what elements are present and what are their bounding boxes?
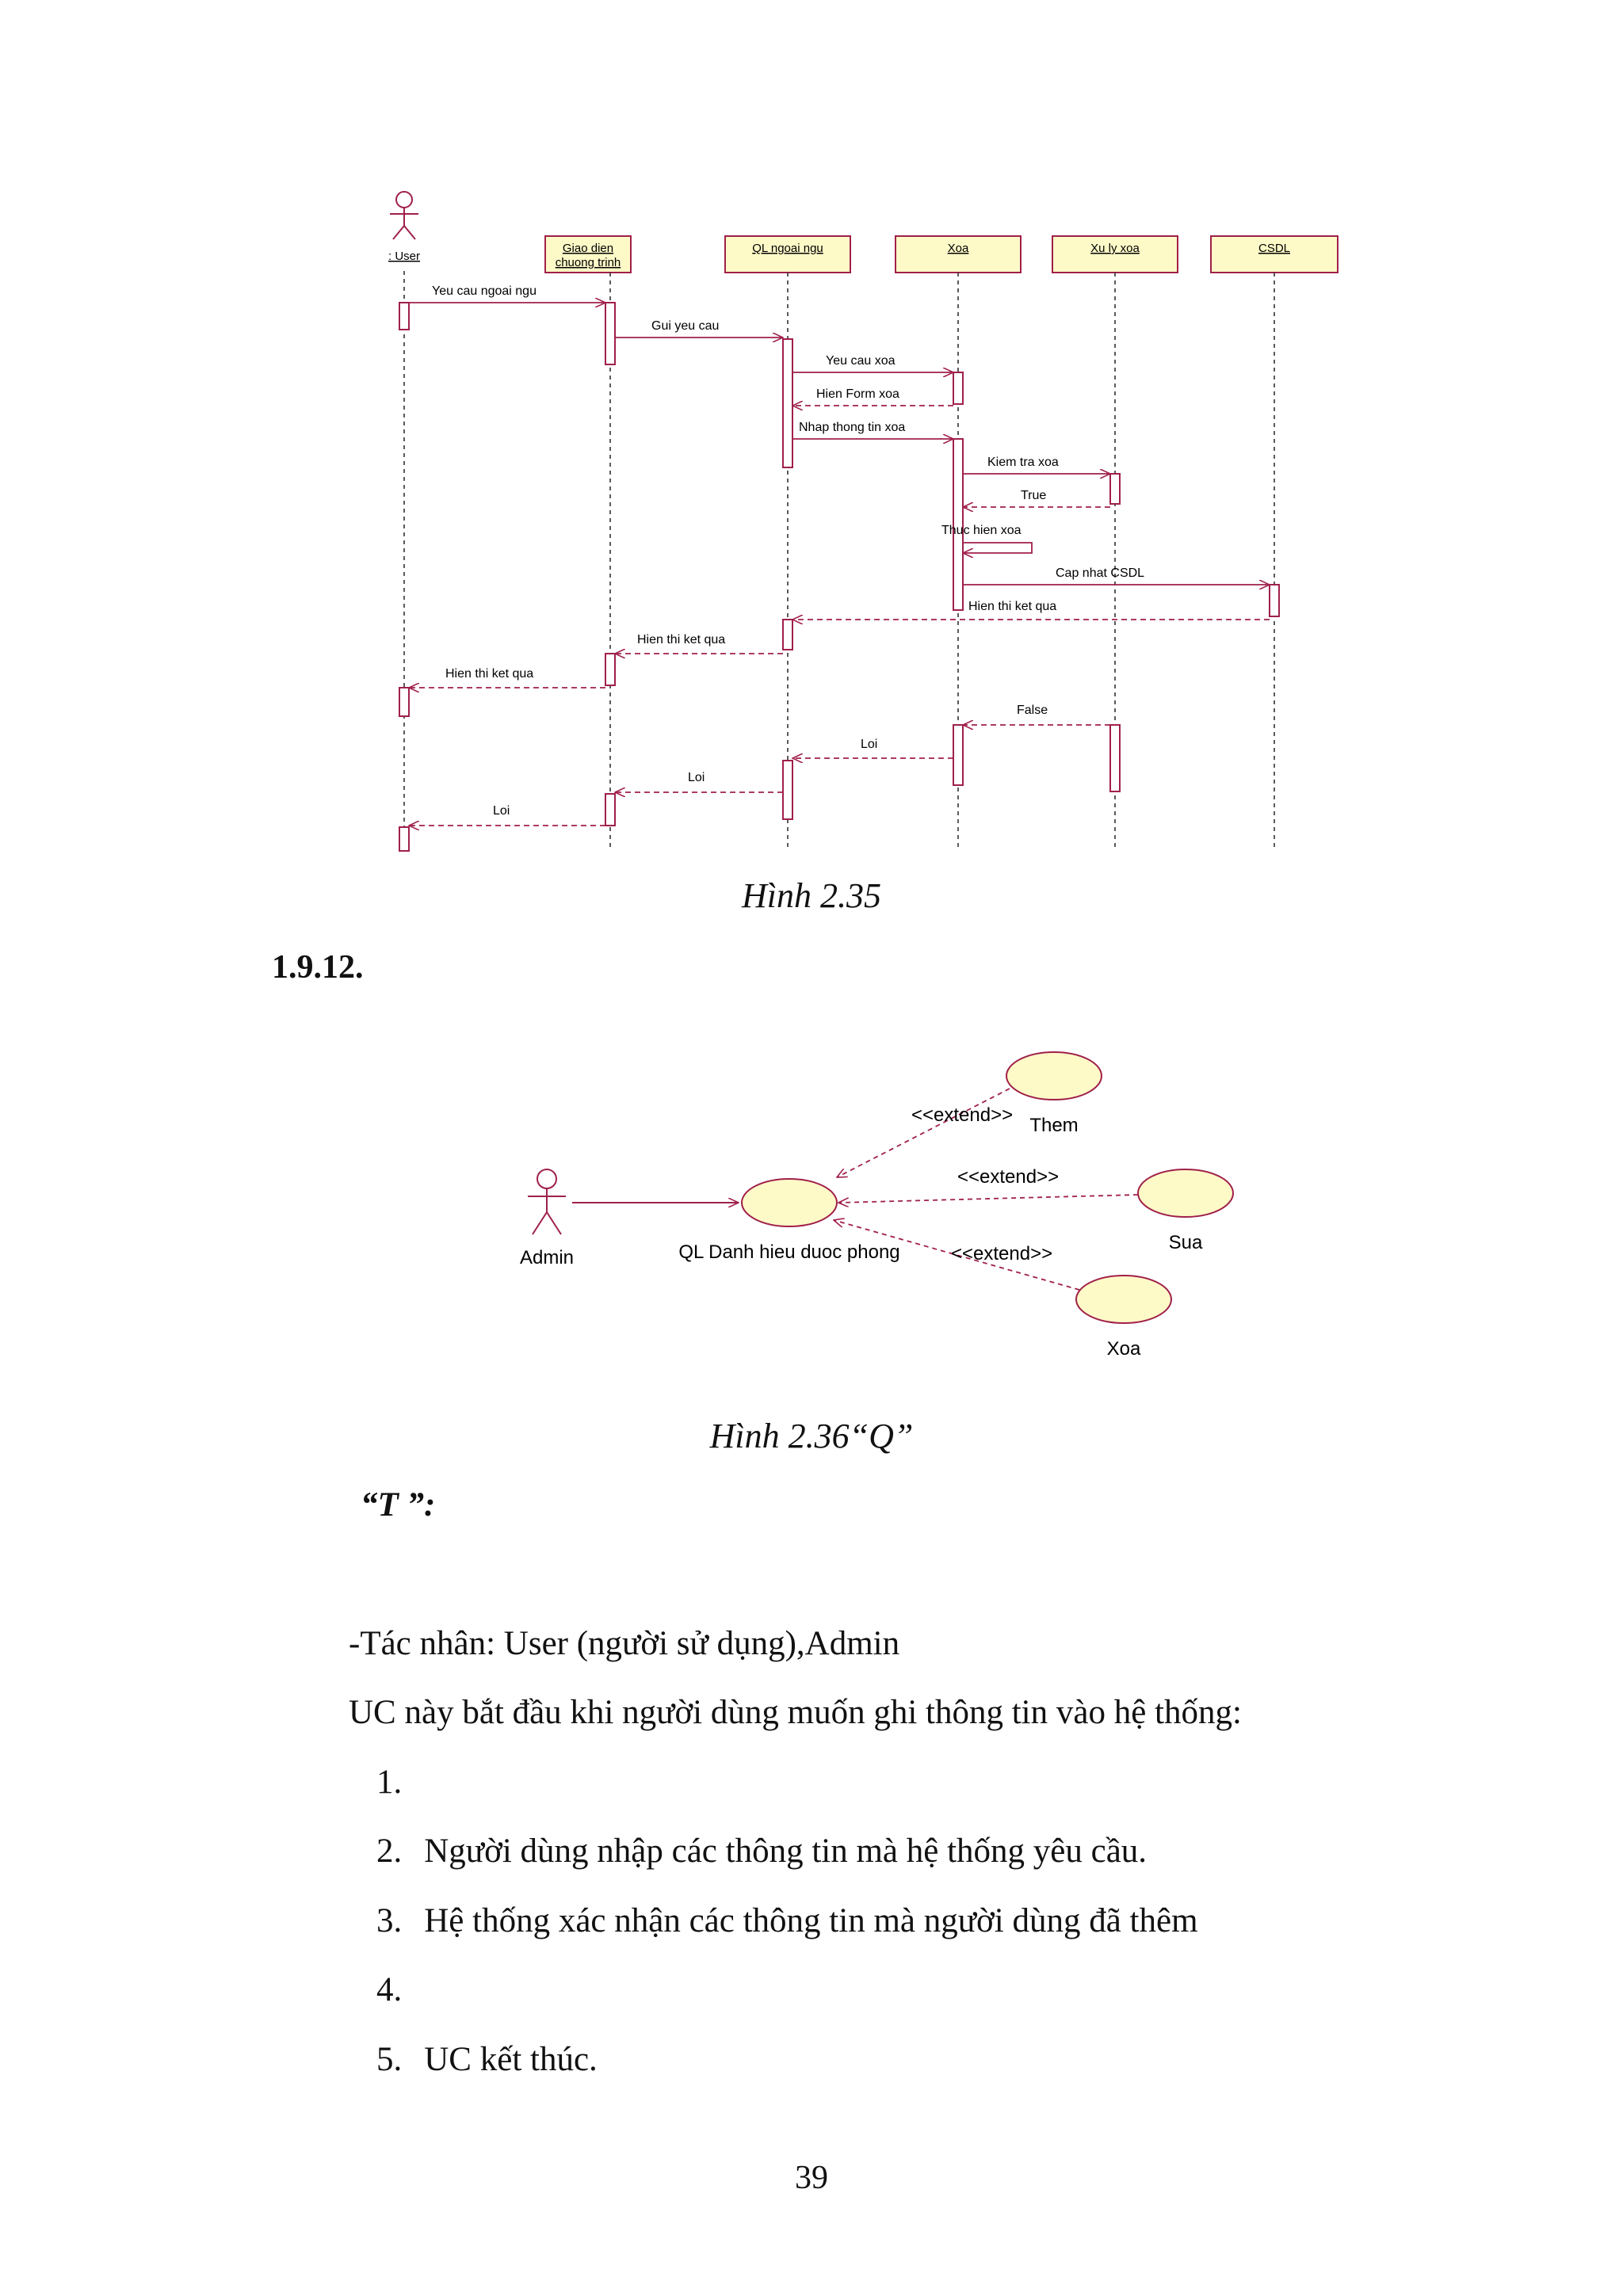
extend-label: <<extend>> — [951, 1243, 1053, 1264]
section-heading: 1.9.12. — [272, 949, 364, 986]
lifeline-label-xoa: Xoa — [947, 242, 969, 255]
lifeline-label-user: : User — [388, 250, 421, 263]
activation-bar — [605, 654, 615, 685]
activation-bar — [605, 303, 615, 364]
list-item — [376, 1970, 421, 2009]
list-text: Hệ thống xác nhận các thông tin mà người dùng đã thêm — [424, 1902, 1198, 1939]
message-label: Cap nhat CSDL — [1056, 566, 1145, 580]
extend-arrow — [837, 1089, 1010, 1177]
activation-bar — [783, 620, 792, 650]
usecase-them — [1006, 1052, 1102, 1100]
figure-caption-2-35: Hình 2.35 — [742, 876, 881, 915]
activation-bar — [1110, 725, 1120, 791]
message-label: Hien Form xoa — [816, 387, 899, 401]
actor-label-admin: Admin — [519, 1247, 575, 1268]
message-label: Loi — [861, 738, 878, 751]
lifeline-label-giao-dien-2: chuong trinh — [555, 256, 621, 269]
message-label: Yeu cau xoa — [826, 354, 896, 368]
usecase-sua — [1138, 1169, 1233, 1217]
subheading: “T ”: — [361, 1486, 436, 1524]
list-text: Người dùng nhập các thông tin mà hệ thống yêu cầu. — [424, 1833, 1148, 1870]
message-label: Nhap thong tin xoa — [799, 421, 906, 434]
message-label: Loi — [688, 771, 705, 784]
list-number: 3. — [376, 1902, 403, 1939]
usecase-label-sua: Sua — [1168, 1232, 1203, 1253]
message-label: Loi — [493, 804, 510, 818]
activation-bar — [605, 794, 615, 826]
activation-bar — [953, 372, 963, 404]
user-actor-icon — [390, 192, 418, 239]
activation-bar — [783, 339, 792, 467]
admin-actor-icon — [528, 1169, 566, 1234]
message-label: Yeu cau ngoai ngu — [432, 284, 537, 298]
message-label: Gui yeu cau — [651, 319, 720, 333]
activation-bar — [399, 303, 409, 330]
sequence-diagram — [372, 182, 1363, 852]
activation-bar — [399, 827, 409, 851]
actor-line: -Tác nhân: User (người sử dụng),Admin — [349, 1625, 900, 1662]
activation-bar — [953, 725, 963, 785]
list-text: UC kết thúc. — [424, 2041, 598, 2078]
list-item — [376, 1763, 421, 1802]
usecase-label-main: QL Danh hieu duoc phong — [678, 1241, 900, 1263]
message-label: Hien thi ket qua — [968, 600, 1057, 613]
activation-bar — [783, 761, 792, 819]
extend-label: <<extend>> — [957, 1166, 1060, 1188]
message-label: True — [1021, 489, 1047, 502]
usecase-ql-danh-hieu — [742, 1179, 837, 1226]
list-item — [376, 1832, 1147, 1871]
message-label: False — [1017, 704, 1048, 717]
extend-arrow — [838, 1195, 1138, 1203]
intro-line: UC này bắt đầu khi người dùng muốn ghi thông tin vào hệ thống: — [349, 1694, 1242, 1731]
lifeline-label-xu-ly-xoa: Xu ly xoa — [1090, 242, 1140, 255]
lifeline-label-ql-ngoai-ngu: QL ngoai ngu — [752, 242, 823, 255]
lifeline-label-giao-dien: Giao dien — [562, 242, 614, 255]
extend-label: <<extend>> — [911, 1104, 1014, 1126]
list-item — [376, 1901, 1198, 1940]
usecase-label-xoa: Xoa — [1106, 1338, 1141, 1360]
activation-bar — [399, 688, 409, 716]
activation-bar — [1110, 474, 1120, 504]
usecase-xoa — [1076, 1276, 1171, 1323]
message-label: Kiem tra xoa — [987, 456, 1059, 469]
list-number: 2. — [376, 1833, 403, 1870]
lifeline-label-csdl: CSDL — [1258, 242, 1291, 255]
message-label: Hien thi ket qua — [637, 633, 726, 646]
message-label: Hien thi ket qua — [445, 667, 534, 681]
self-message-arrow — [963, 543, 1032, 553]
message-label: Thuc hien xoa — [941, 524, 1022, 537]
list-number: 5. — [376, 2041, 403, 2078]
page-number: 39 — [795, 2160, 828, 2196]
list-number: 1. — [376, 1764, 403, 1801]
usecase-diagram — [499, 1038, 1276, 1371]
list-number: 4. — [376, 1971, 403, 2008]
list-item — [376, 2040, 598, 2079]
activation-bar — [1270, 585, 1279, 616]
figure-caption-2-36: Hình 2.36“Q” — [709, 1417, 914, 1455]
usecase-label-them: Them — [1029, 1115, 1079, 1136]
